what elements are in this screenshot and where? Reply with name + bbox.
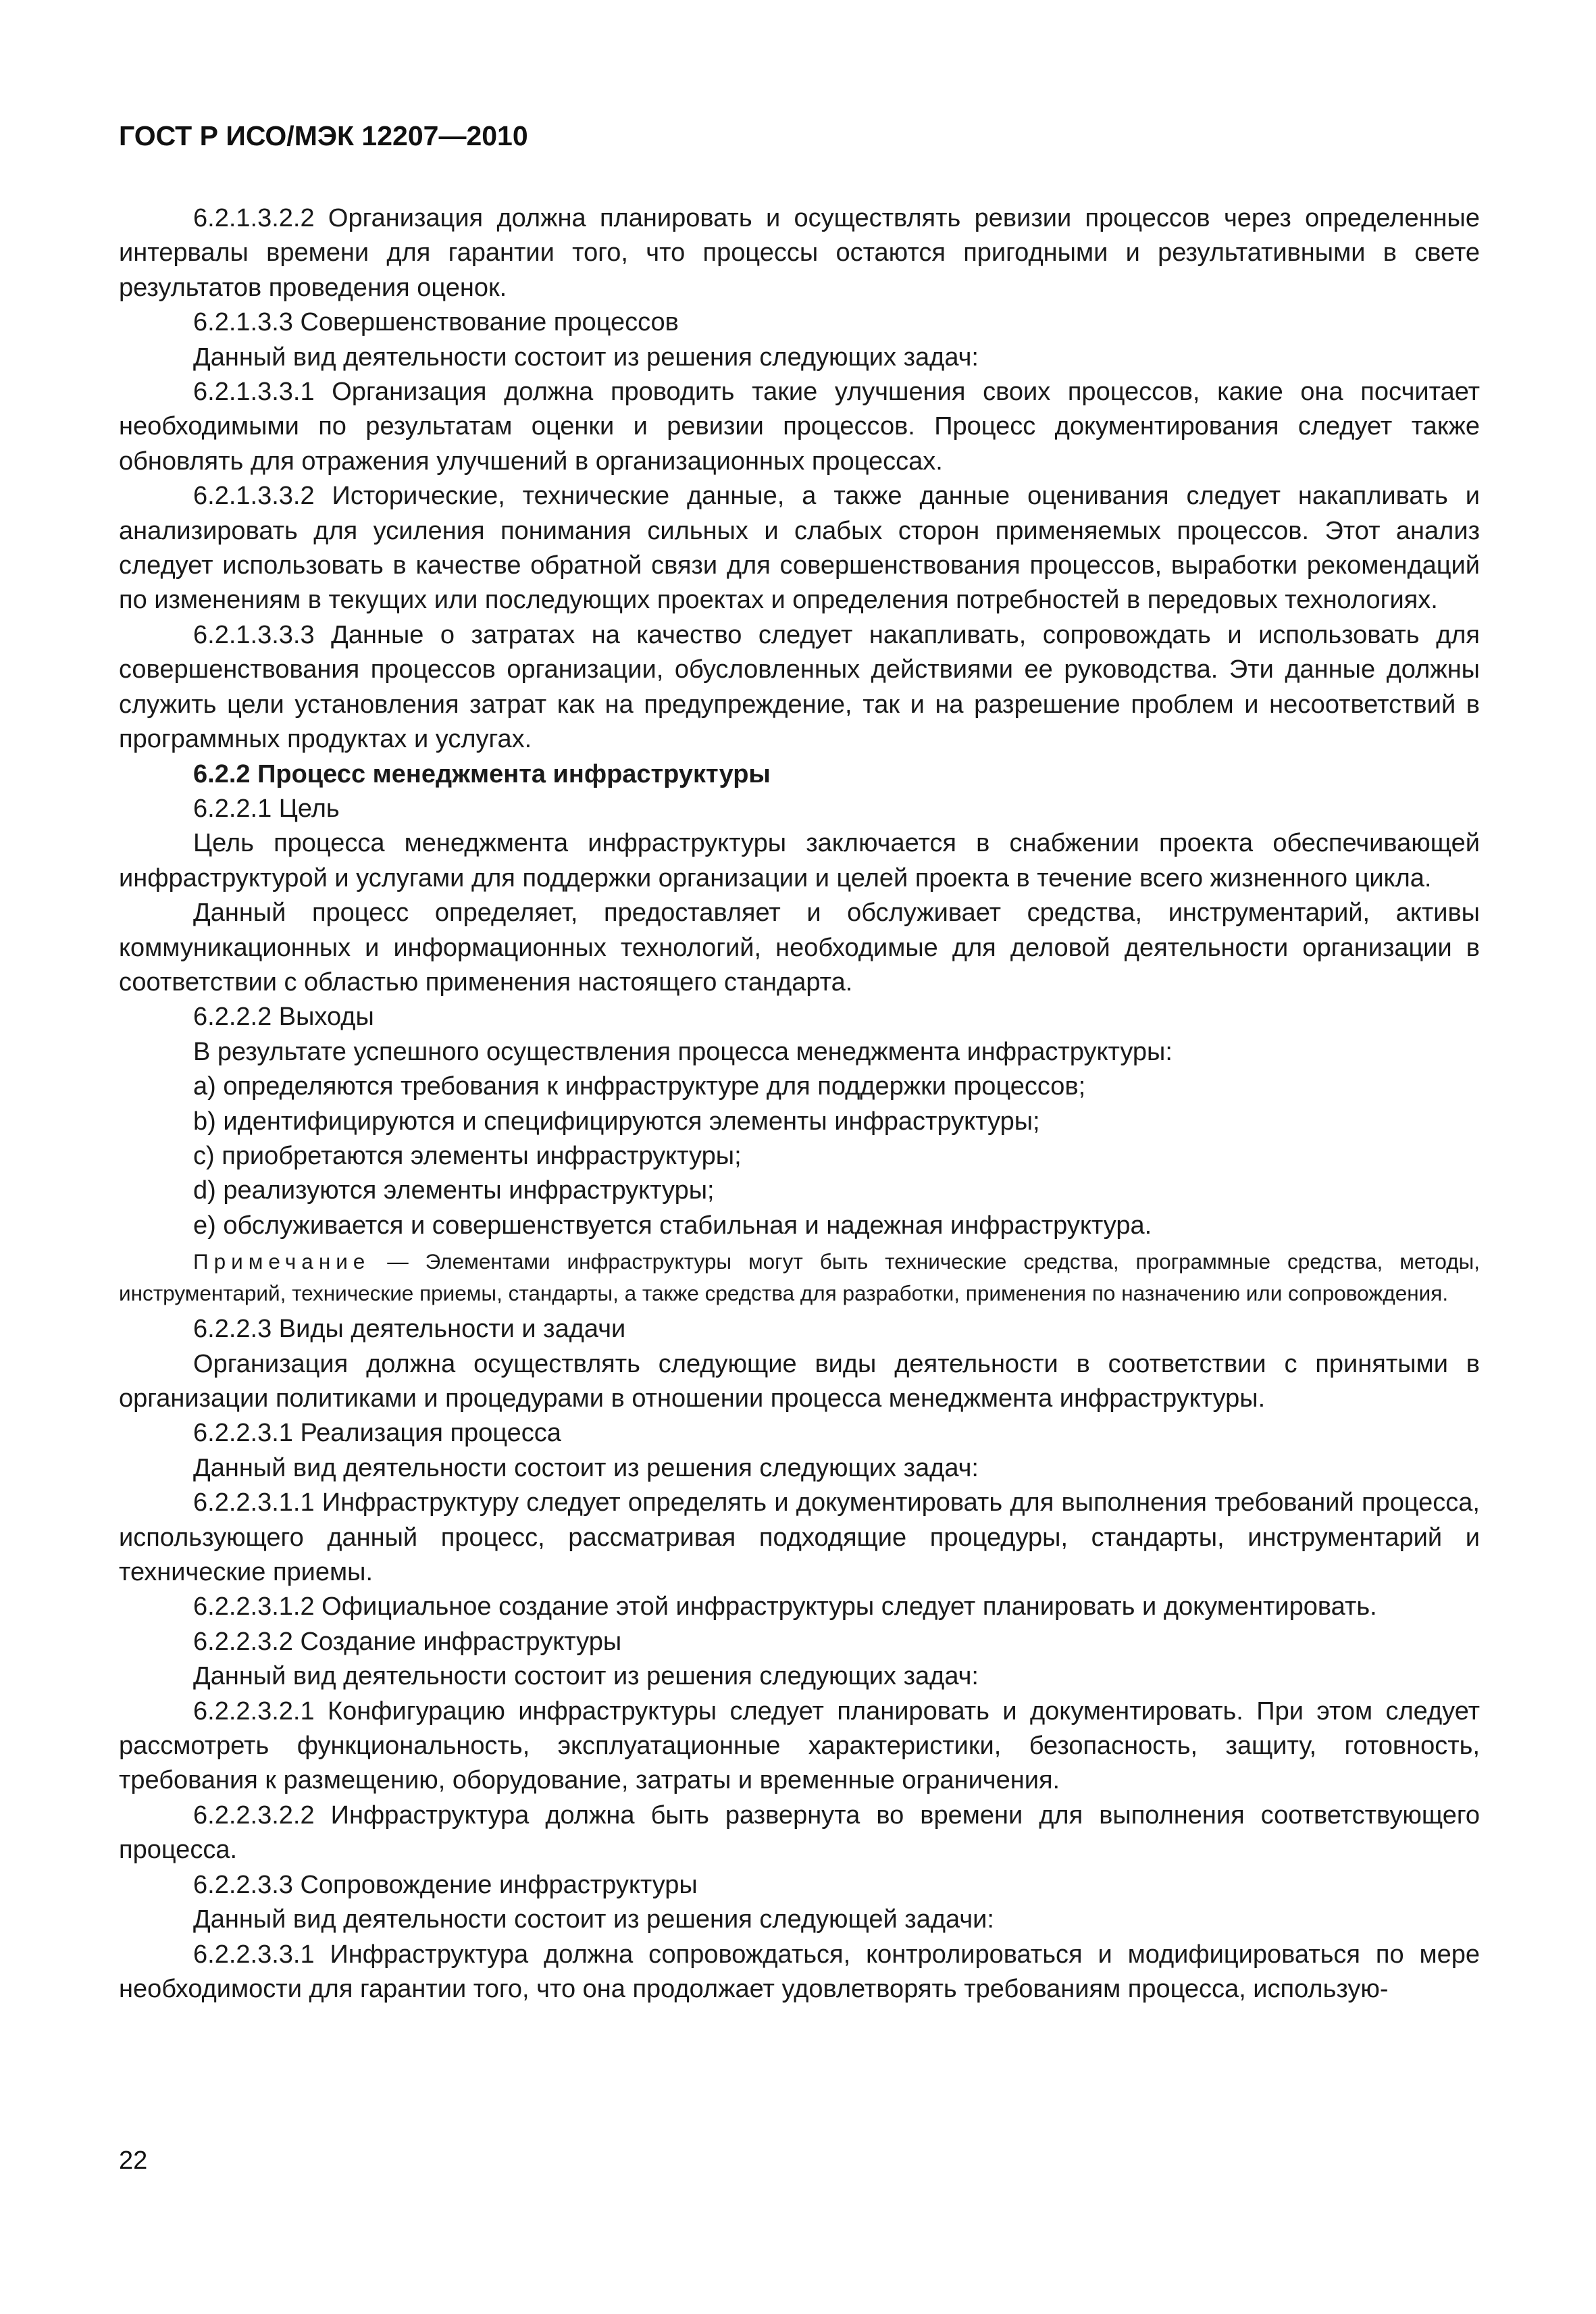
paragraph: Организация должна осуществлять следующие виды деятельности в соответствии с принятыми в организации политиками и процедурами в отношении процесса менеджмента инфраструктуры. [119, 1349, 1480, 1413]
paragraph: 6.2.2.3.3 Сопровождение инфраструктуры [193, 1870, 698, 1899]
paragraph: В результате успешного осуществления процесса менеджмента инфраструктуры: [193, 1037, 1173, 1066]
paragraph: d) реализуются элементы инфраструктуры; [193, 1176, 715, 1205]
paragraph: 6.2.2.3.2.1 Конфигурацию инфраструктуры следует планировать и документировать. При этом следует рассмотреть функциональность, эксплуатационные характеристики, безопасность, защиту, готовность, требования к размещению, оборудование, затраты и временные ограничения. [119, 1696, 1480, 1795]
paragraph: 6.2.2.3.1.2 Официальное создание этой инфраструктуры следует планировать и документировать. [193, 1592, 1377, 1621]
note-label: Примечание [193, 1249, 371, 1274]
note-text: — Элементами инфраструктуры могут быть технические средства, программные средства, методы, инструментарий, технические приемы, стандарты, а также средства для разработки, применения по назначению или сопровождения. [119, 1249, 1480, 1306]
section-heading: 6.2.2 Процесс менеджмента инфраструктуры [193, 759, 771, 788]
paragraph: Данный процесс определяет, предоставляет и обслуживает средства, инструментарий, активы коммуникационных и информационных технологий, необходимые для деловой деятельности организации в соответствии с областью применения настоящего стандарта. [119, 899, 1480, 997]
paragraph: Данный вид деятельности состоит из решения следующих задач: [193, 1453, 979, 1482]
paragraph: 6.2.2.3.2 Создание инфраструктуры [193, 1627, 622, 1656]
note-paragraph [119, 1246, 1480, 1309]
paragraph: Данный вид деятельности состоит из решения следующей задачи: [193, 1905, 994, 1934]
paragraph: 6.2.2.3.1.1 Инфраструктуру следует определять и документировать для выполнения требований процесса, использующего данный процесс, рассматривая подходящие процедуры, стандарты, инструментарий и технические приемы. [119, 1488, 1480, 1587]
paragraph: 6.2.2.3.3.1 Инфраструктура должна сопровождаться, контролироваться и модифицироваться по мере необходимости для гарантии того, что она продолжает удовлетворять требованиям процесса, использую- [119, 1940, 1480, 2003]
paragraph: 6.2.1.3.3 Совершенствование процессов [193, 308, 679, 337]
paragraph: Данный вид деятельности состоит из решения следующих задач: [193, 1662, 979, 1691]
paragraph: a) определяются требования к инфраструктуре для поддержки процессов; [193, 1072, 1086, 1101]
paragraph: 6.2.2.1 Цель [193, 794, 340, 823]
paragraph: 6.2.2.3.1 Реализация процесса [193, 1419, 561, 1448]
paragraph: 6.2.1.3.2.2 Организация должна планировать и осуществлять ревизии процессов через определенные интервалы времени для гарантии того, что процессы остаются пригодными и результативными в свете результатов проведения оценок. [119, 204, 1480, 302]
paragraph: 6.2.1.3.3.3 Данные о затратах на качество следует накапливать, сопровождать и использовать для совершенствования процессов организации, обусловленных действиями ее руководства. Эти данные должны служить цели установления затрат как на предупреждение, так и на разрешение проблем и несоответствий в программных продуктах и услугах. [119, 620, 1480, 754]
paragraph: 6.2.2.2 Выходы [193, 1003, 374, 1032]
page-number: 22 [119, 2146, 148, 2175]
paragraph: e) обслуживается и совершенствуется стабильная и надежная инфраструктура. [193, 1211, 1152, 1240]
paragraph: 6.2.2.3 Виды деятельности и задачи [193, 1315, 626, 1344]
paragraph: 6.2.1.3.3.2 Исторические, технические данные, а также данные оценивания следует накапливать и анализировать для усиления понимания сильных и слабых сторон применяемых процессов. Этот анализ следует использовать в качестве обратной связи для совершенствования процессов, выработки рекомендаций по изменениям в текущих или последующих проектах и определения потребностей в передовых технологиях. [119, 482, 1480, 615]
paragraph: 6.2.2.3.2.2 Инфраструктура должна быть развернута во времени для выполнения соответствующего процесса. [119, 1801, 1480, 1865]
paragraph: 6.2.1.3.3.1 Организация должна проводить такие улучшения своих процессов, какие она посчитает необходимыми по результатам оценки и ревизии процессов. Процесс документирования следует также обновлять для отражения улучшений в организационных процессах. [119, 378, 1480, 476]
paragraph: Цель процесса менеджмента инфраструктуры заключается в снабжении проекта обеспечивающей инфраструктурой и услугами для поддержки организации и целей проекта в течение всего жизненного цикла. [119, 829, 1480, 892]
document-header: ГОСТ Р ИСО/МЭК 12207—2010 [119, 120, 528, 151]
paragraph: c) приобретаются элементы инфраструктуры; [193, 1141, 742, 1170]
document-body [119, 201, 1480, 2007]
paragraph: b) идентифицируются и специфицируются элементы инфраструктуры; [193, 1107, 1040, 1136]
paragraph: Данный вид деятельности состоит из решения следующих задач: [193, 343, 979, 372]
